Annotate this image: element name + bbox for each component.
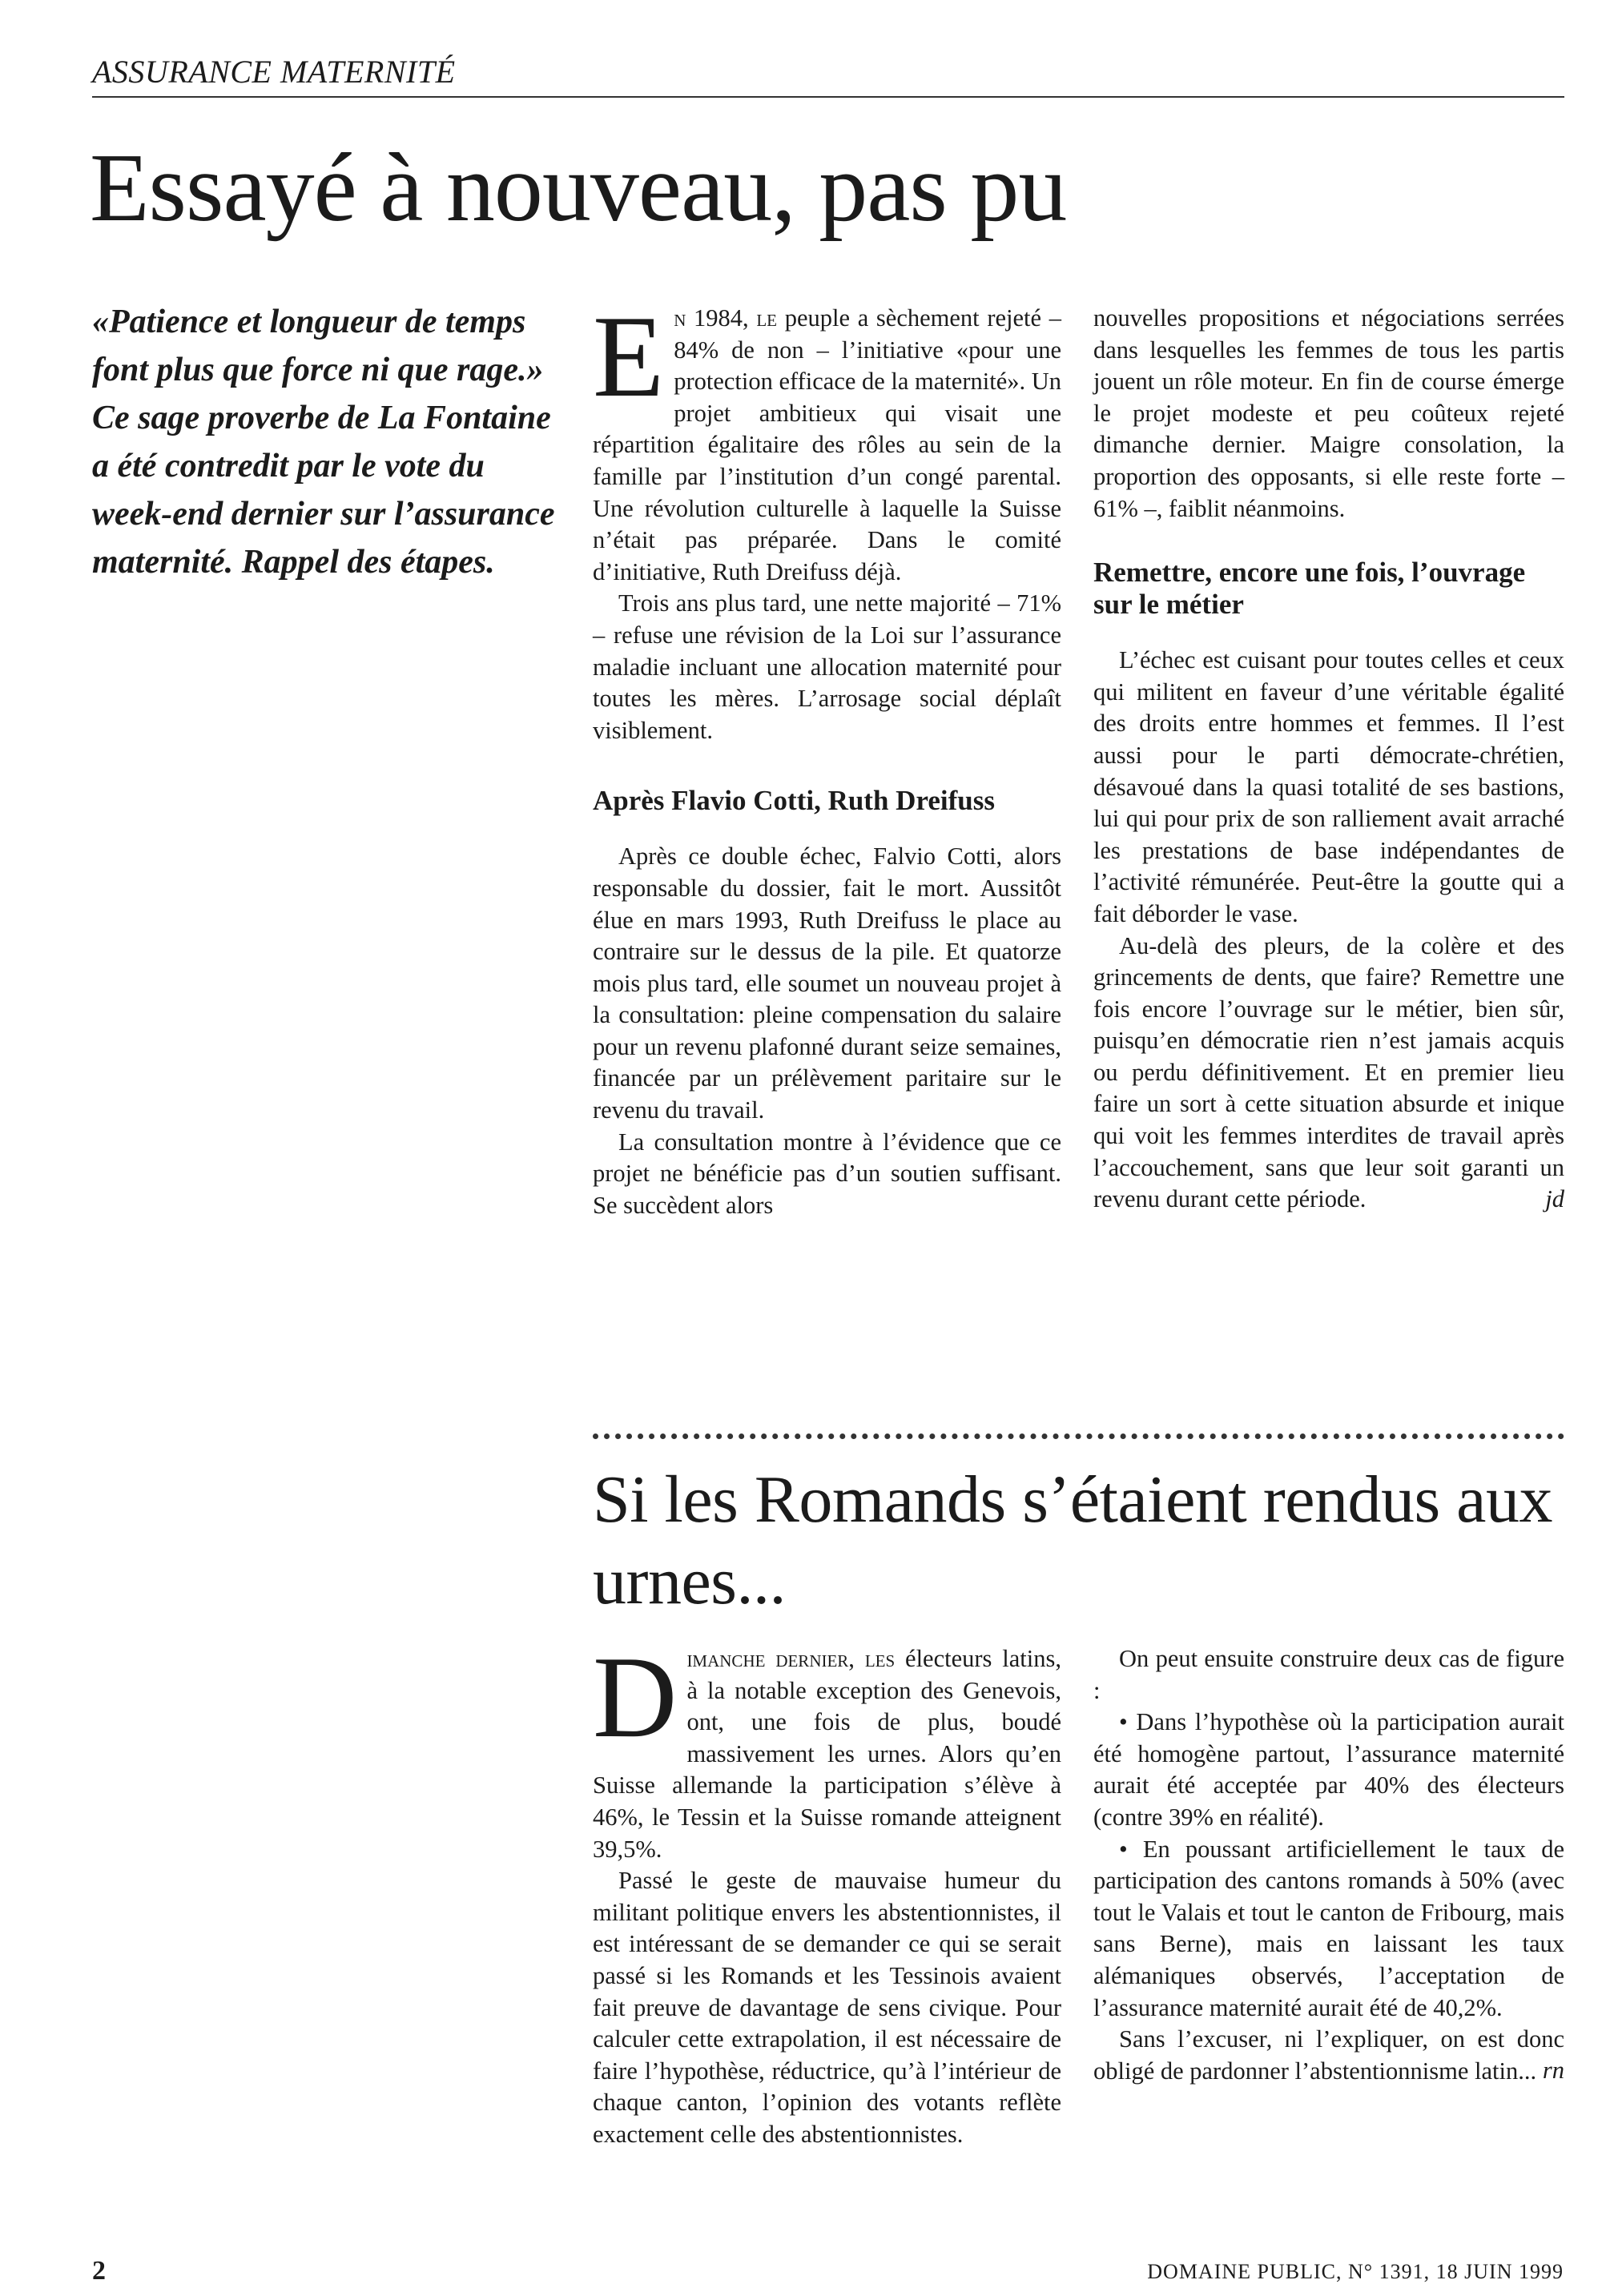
- article1-subheading-2: Remettre, encore une fois, l’ouvrage sur le métier: [1093, 557, 1526, 621]
- article2-paragraph-6: Sans l’excuser, ni l’expliquer, on est donc obligé de pardonner l’abstentionnisme latin...: [1093, 2025, 1564, 2085]
- article-chapeau: «Patience et longueur de temps font plus que force ni que rage.» Ce sage proverbe de La Fontaine a été contredit par le vote du week-end dernier sur l’assurance maternité. Rappel des étapes.: [92, 304, 555, 581]
- article1-paragraph-3: Après ce double échec, Falvio Cotti, alors responsable du dossier, fait le mort. Aussitôt élue en mars 1993, Ruth Dreifuss le place au contraire sur le dessus de la pile. Et quatorze mois plus tard, elle soumet un nouveau projet à la consultation: pleine compensation du salaire pour un revenu plafonné durant seize semaines, financée par un prélèvement paritaire sur le revenu du travail.: [593, 842, 1061, 1124]
- article1-paragraph-2: Trois ans plus tard, une nette majorité – 71% – refuse une révision de la Loi sur l’assurance maladie incluant une allocation maternité pour toutes les mères. L’arrosage social déplaît visiblement.: [593, 589, 1061, 744]
- article1-paragraph-4-continued: nouvelles propositions et négociations serrées dans lesquelles les femmes de tous les partis jouent un rôle moteur. En fin de course émerge le projet modeste et peu coûteux rejeté dimanche dernier. Maigre consolation, la proportion des opposants, si elle reste forte – 61% –, faiblit néanmoins.: [1093, 304, 1564, 522]
- header-rule: [92, 96, 1564, 98]
- author-signature: rn: [1542, 2057, 1564, 2085]
- article2-bullet-2: • En poussant artificiellement le taux de participation des cantons romands à 50% (avec tout le Valais et tout le canton de Fribourg, mais sans Berne), mais en laissant les taux alémaniques observés, l’acceptation de l’assurance maternité aurait été de 40,2%.: [1093, 1835, 1564, 2021]
- article1-paragraph-5: L’échec est cuisant pour toutes celles et ceux qui militent en faveur d’une véritable égalité des droits entre hommes et femmes. Il l’est aussi pour le parti démocrate-chrétien, désavoué dans la quasi totalité de ses bastions, lui qui pour prix de son ralliement avait arraché les prestations de base indépendantes de l’activité rémunérée. Peut-être la goutte qui a fait déborder le vase.: [1093, 646, 1564, 927]
- article2-headline: Si les Romands s’étaient rendus aux urnes...: [593, 1462, 1552, 1618]
- dropcap-letter: D: [593, 1632, 678, 1762]
- article1-column-1: [593, 292, 1062, 1221]
- article1-paragraph-1: [593, 292, 1062, 588]
- article1-subheading-1: Après Flavio Cotti, Ruth Dreifuss: [593, 785, 995, 817]
- article2-paragraph-1: [593, 1632, 1061, 1865]
- author-signature: jd: [1545, 1184, 1564, 1212]
- page-number: 2: [92, 2256, 106, 2286]
- article2-column-1: [593, 1632, 1061, 2151]
- article1-paragraph-6: Au-delà des pleurs, de la colère et des grincements de dents, que faire? Remettre une fois encore l’ouvrage sur le métier, bien sûr, puisqu’en démocratie rien n’est jamais acquis ou perdu définitivement. Et en premier lieu faire un sort à cette situation absurde et inique qui voit les femmes interdites de travail après l’accouchement, sans que leur soit garanti un revenu durant cette période.: [1093, 931, 1564, 1213]
- publication-footer: DOMAINE PUBLIC, N° 1391, 18 JUIN 1999: [1147, 2260, 1564, 2283]
- article2-paragraph-3: On peut ensuite construire deux cas de figure :: [1093, 1645, 1564, 1704]
- paragraph-text: électeurs latins, à la notable exception des Genevois, ont, une fois de plus, boudé massivement les urnes. Alors qu’en Suisse allemande la participation s’élève à 46%, le Tessin et la Suisse romande atteignent 39,5%.: [593, 1645, 1061, 1863]
- article2-bullet-1: • Dans l’hypothèse où la participation aurait été homogène partout, l’assurance maternité aurait été acceptée par 40% des électeurs (contre 39% en réalité).: [1093, 1708, 1564, 1831]
- article-headline: Essayé à nouveau, pas pu: [90, 134, 1067, 242]
- lead-smallcaps: n 1984, le: [674, 304, 778, 332]
- dotted-separator: [593, 1433, 1564, 1439]
- paragraph-text: peuple a sèchement rejeté – 84% de non – l’initiative «pour une protection efficace de la maternité». Un projet ambitieux qui visait une répartition égalitaire des rôles au sein de la famille par l’institution d’un congé parental. Une révolution culturelle à laquelle la Suisse n’était pas préparée. Dans le comité d’initiative, Ruth Dreifuss déjà.: [593, 304, 1062, 585]
- article2-column-2: [1093, 1643, 1564, 2087]
- lead-smallcaps: imanche dernier, les: [686, 1645, 896, 1672]
- article1-column-2: [1093, 303, 1564, 1215]
- dropcap-letter: E: [593, 292, 665, 421]
- article2-paragraph-2: Passé le geste de mauvaise humeur du militant politique envers les abstentionnistes, il est intéressant de se demander ce qui se serait passé si les Romands et les Tessinois avaient fait preuve de davantage de sens civique. Pour calculer cette extrapolation, il est nécessaire de faire l’hypothèse, réductrice, qu’à l’intérieur de chaque canton, l’opinion des votants reflète exactement celle des abstentionnistes.: [593, 1867, 1061, 2148]
- article1-paragraph-4: La consultation montre à l’évidence que ce projet ne bénéficie pas d’un soutien suffisant. Se succèdent alors: [593, 1128, 1061, 1219]
- section-rubric: ASSURANCE MATERNITÉ: [92, 54, 456, 90]
